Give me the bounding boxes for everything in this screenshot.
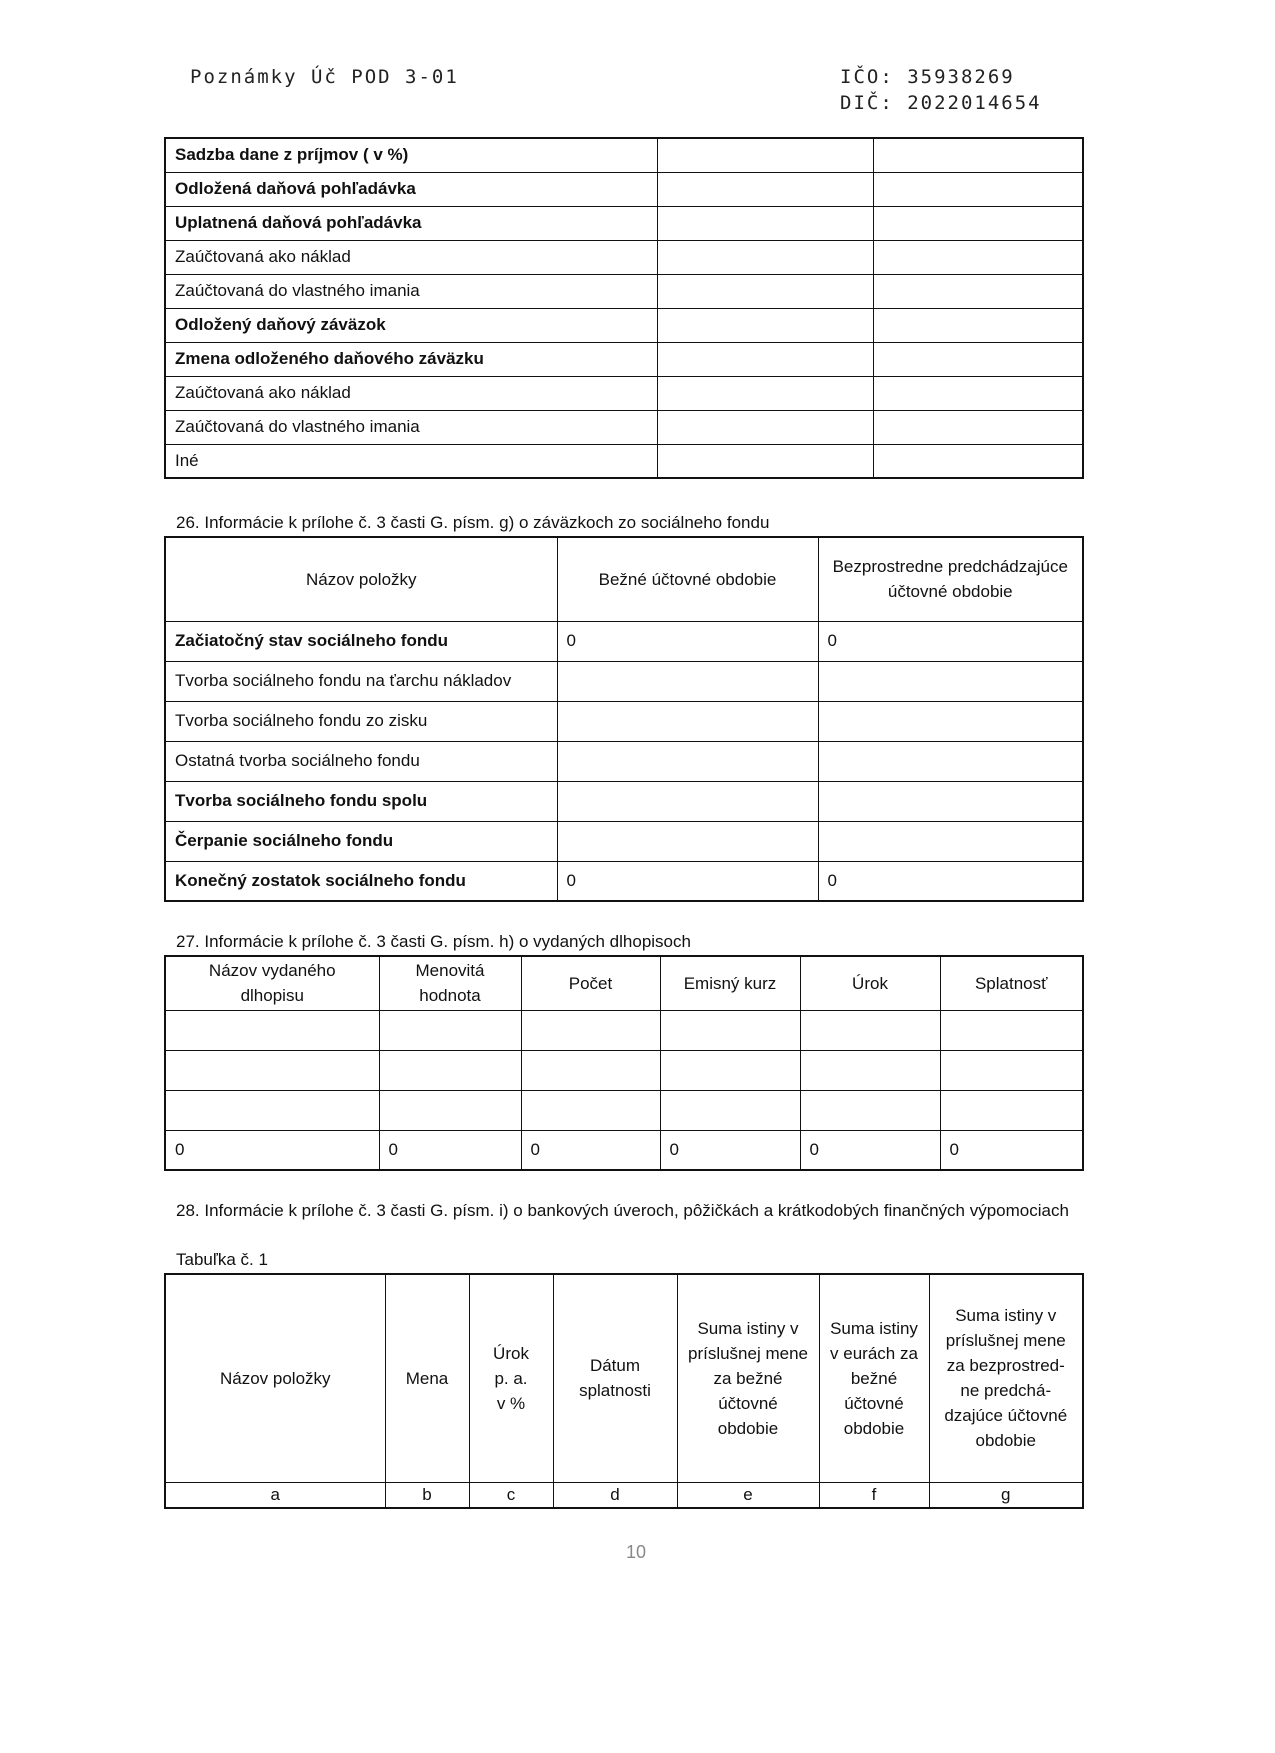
tax-row-label: Odložený daňový záväzok <box>165 308 657 342</box>
bond-cell <box>165 1010 379 1050</box>
document-code: Poznámky Úč POD 3-01 <box>190 66 459 88</box>
tax-cell <box>657 308 873 342</box>
tax-cell <box>873 410 1083 444</box>
column-header: Menovitá hodnota <box>379 956 521 1010</box>
column-letter: e <box>677 1482 819 1508</box>
fund-row-label: Tvorba sociálneho fondu spolu <box>165 781 557 821</box>
previous-period-value: 0 <box>818 861 1083 901</box>
column-header: Dátum splatnosti <box>553 1274 677 1482</box>
tax-cell <box>873 376 1083 410</box>
current-period-value <box>557 821 818 861</box>
bond-cell <box>800 1090 940 1130</box>
current-period-value: 0 <box>557 621 818 661</box>
current-period-value <box>557 741 818 781</box>
bond-cell <box>940 1010 1083 1050</box>
bond-cell: 0 <box>165 1130 379 1170</box>
current-period-value <box>557 781 818 821</box>
bond-cell <box>379 1090 521 1130</box>
bond-cell <box>379 1010 521 1050</box>
previous-period-value <box>818 661 1083 701</box>
current-period-value: 0 <box>557 861 818 901</box>
bank-loans-table <box>164 1273 1084 1509</box>
tax-cell <box>873 172 1083 206</box>
bond-cell <box>800 1050 940 1090</box>
tax-cell <box>873 342 1083 376</box>
tax-cell <box>657 206 873 240</box>
tax-cell <box>873 308 1083 342</box>
fund-row-label: Začiatočný stav sociálneho fondu <box>165 621 557 661</box>
column-header: Názov položky <box>165 537 557 621</box>
bond-cell: 0 <box>800 1130 940 1170</box>
previous-period-value <box>818 781 1083 821</box>
table-number-label: Tabuľka č. 1 <box>176 1250 268 1269</box>
tax-row-label: Zaúčtovaná ako náklad <box>165 240 657 274</box>
tax-row-label: Zmena odloženého daňového záväzku <box>165 342 657 376</box>
bond-cell <box>660 1090 800 1130</box>
page-number: 10 <box>626 1542 647 1562</box>
column-header: Bezprostredne predchádzajúce účtovné obdobie <box>818 537 1083 621</box>
tax-cell <box>873 206 1083 240</box>
column-header: Bežné účtovné obdobie <box>557 537 818 621</box>
tax-cell <box>657 342 873 376</box>
column-header: Úrok p. a. v % <box>469 1274 553 1482</box>
bond-cell <box>940 1090 1083 1130</box>
column-letter: g <box>929 1482 1083 1508</box>
bond-cell <box>379 1050 521 1090</box>
column-header: Počet <box>521 956 660 1010</box>
column-letter: b <box>385 1482 469 1508</box>
bond-cell <box>940 1050 1083 1090</box>
column-header: Suma istiny v príslušnej mene za bezprostred-ne predchá-dzajúce účtovné obdobie <box>929 1274 1083 1482</box>
bond-cell <box>800 1010 940 1050</box>
tax-row-label: Zaúčtovaná do vlastného imania <box>165 410 657 444</box>
column-header: Názov vydaného dlhopisu <box>165 956 379 1010</box>
dic-number: DIČ: 2022014654 <box>840 92 1042 114</box>
bond-cell <box>521 1050 660 1090</box>
section-26-title: 26. Informácie k prílohe č. 3 časti G. písm. g) o záväzkoch zo sociálneho fondu <box>176 513 770 532</box>
bond-cell <box>165 1050 379 1090</box>
bond-cell <box>521 1010 660 1050</box>
column-letter: d <box>553 1482 677 1508</box>
previous-period-value <box>818 701 1083 741</box>
column-letter: a <box>165 1482 385 1508</box>
column-header: Splatnosť <box>940 956 1083 1010</box>
tax-cell <box>873 138 1083 172</box>
bond-cell <box>660 1050 800 1090</box>
column-header: Mena <box>385 1274 469 1482</box>
previous-period-value <box>818 741 1083 781</box>
tax-cell <box>657 376 873 410</box>
deferred-tax-table <box>164 137 1084 479</box>
section-28-title: 28. Informácie k prílohe č. 3 časti G. písm. i) o bankových úveroch, pôžičkách a krátkodobých finančných výpomociach <box>176 1201 1069 1220</box>
bond-cell: 0 <box>521 1130 660 1170</box>
current-period-value <box>557 701 818 741</box>
bond-cell: 0 <box>379 1130 521 1170</box>
tax-cell <box>873 240 1083 274</box>
bond-cell: 0 <box>940 1130 1083 1170</box>
bond-cell <box>165 1090 379 1130</box>
column-header: Suma istiny v príslušnej mene za bežné účtovné obdobie <box>677 1274 819 1482</box>
ico-number: IČO: 35938269 <box>840 66 1015 88</box>
column-header: Emisný kurz <box>660 956 800 1010</box>
column-letter: f <box>819 1482 929 1508</box>
column-letter: c <box>469 1482 553 1508</box>
fund-row-label: Konečný zostatok sociálneho fondu <box>165 861 557 901</box>
tax-cell <box>657 240 873 274</box>
column-header: Názov položky <box>165 1274 385 1482</box>
tax-row-label: Sadzba dane z príjmov ( v %) <box>165 138 657 172</box>
tax-row-label: Uplatnená daňová pohľadávka <box>165 206 657 240</box>
previous-period-value: 0 <box>818 621 1083 661</box>
current-period-value <box>557 661 818 701</box>
previous-period-value <box>818 821 1083 861</box>
tax-cell <box>657 410 873 444</box>
tax-cell <box>873 274 1083 308</box>
fund-row-label: Tvorba sociálneho fondu zo zisku <box>165 701 557 741</box>
bond-cell: 0 <box>660 1130 800 1170</box>
bond-cell <box>521 1090 660 1130</box>
bonds-table <box>164 955 1084 1171</box>
fund-row-label: Tvorba sociálneho fondu na ťarchu nákladov <box>165 661 557 701</box>
tax-cell <box>873 444 1083 478</box>
fund-row-label: Čerpanie sociálneho fondu <box>165 821 557 861</box>
tax-row-label: Zaúčtovaná ako náklad <box>165 376 657 410</box>
fund-row-label: Ostatná tvorba sociálneho fondu <box>165 741 557 781</box>
social-fund-table <box>164 536 1084 902</box>
tax-cell <box>657 138 873 172</box>
tax-cell <box>657 274 873 308</box>
column-header: Úrok <box>800 956 940 1010</box>
bond-cell <box>660 1010 800 1050</box>
tax-row-label: Zaúčtovaná do vlastného imania <box>165 274 657 308</box>
tax-row-label: Iné <box>165 444 657 478</box>
tax-cell <box>657 172 873 206</box>
section-27-title: 27. Informácie k prílohe č. 3 časti G. písm. h) o vydaných dlhopisoch <box>176 932 691 951</box>
column-header: Suma istiny v eurách za bežné účtovné obdobie <box>819 1274 929 1482</box>
tax-cell <box>657 444 873 478</box>
tax-row-label: Odložená daňová pohľadávka <box>165 172 657 206</box>
